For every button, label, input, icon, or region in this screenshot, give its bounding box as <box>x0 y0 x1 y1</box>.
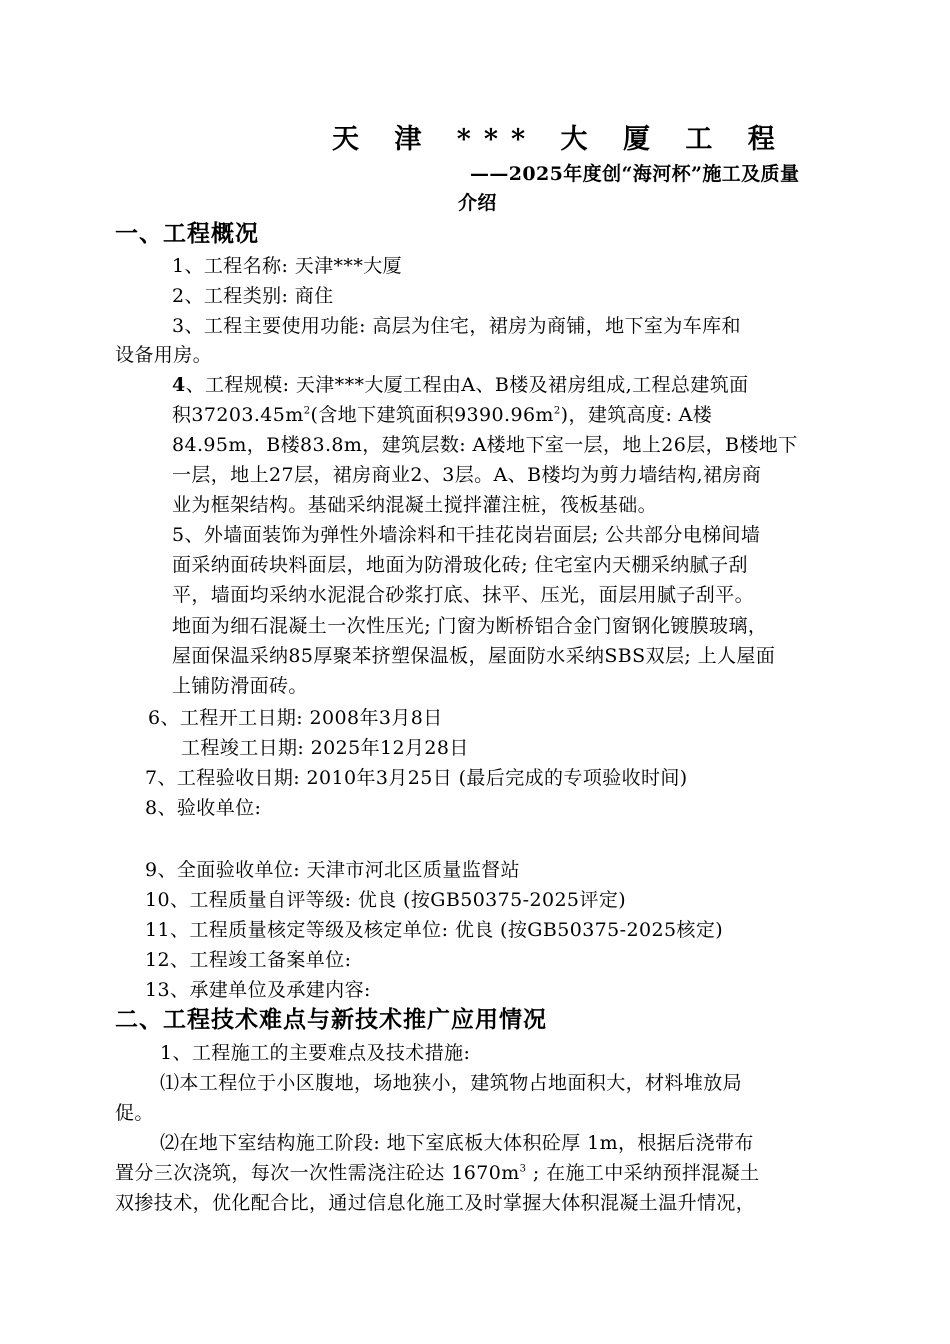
overview-item-11: 11、工程质量核定等级及核定单位: 优良 (按GB50375-2025核定) <box>145 919 724 941</box>
overview-item-5-line3: 平，墙面均采纳水泥混合砂浆打底、抹平、压光，面层用腻子刮平。 <box>172 584 755 606</box>
document-subtitle-cont: 介绍 <box>458 192 497 214</box>
area-total: 积37203.45m <box>172 404 304 426</box>
overview-item-5-line2: 面采纳面砖块料面层，地面为防滑玻化砖; 住宅室内天棚采纳腻子刮 <box>172 554 748 576</box>
overview-item-4-line4: 一层，地上27层，裙房商业2、3层。A、B楼均为剪力墙结构,裙房商 <box>172 464 762 486</box>
overview-item-3: 3、工程主要使用功能: 高层为住宅，裙房为商铺，地下室为车库和 <box>172 315 741 337</box>
overview-item-2: 2、工程类别: 商住 <box>172 285 334 307</box>
tech-paragraph-2: ⑵在地下室结构施工阶段: 地下室底板大体积砼厚 1m，根据后浇带布 <box>160 1132 754 1154</box>
building-height-label: )，建筑高度: A楼 <box>560 404 713 426</box>
overview-item-5-line5: 屋面保温采纳85厚聚苯挤塑保温板，屋面防水采纳SBS双层; 上人屋面 <box>172 645 776 667</box>
overview-item-3-cont: 设备用房。 <box>115 344 213 366</box>
area-unit-sup: 2 <box>303 405 311 417</box>
overview-item-10: 10、工程质量自评等级: 优良 (按GB50375-2025评定) <box>145 889 627 911</box>
section-heading-overview: 一、工程概况 <box>115 220 259 247</box>
overview-item-4 <box>172 371 749 399</box>
concrete-volume: 置分三次浇筑，每次一次性需浇注砼达 1670m <box>115 1162 520 1184</box>
volume-unit-sup: 3 <box>519 1163 527 1175</box>
tech-paragraph-2-line3: 双掺技术，优化配合比，通过信息化施工及时掌握大体积混凝土温升情况， <box>115 1192 756 1214</box>
tech-paragraph-1: ⑴本工程位于小区腹地，场地狭小，建筑物占地面积大，材料堆放局 <box>160 1072 743 1094</box>
overview-item-6-start-date: 6、工程开工日期: 2008年3月8日 <box>148 707 443 729</box>
overview-item-5: 5、外墙面装饰为弹性外墙涂料和干挂花岗岩面层; 公共部分电梯间墙 <box>172 524 761 546</box>
concrete-method: ; 在施工中采纳预拌混凝土 <box>526 1162 760 1184</box>
overview-item-4-line3: 84.95m，B楼83.8m，建筑层数: A楼地下室一层，地上26层，B楼地下 <box>172 434 798 456</box>
document-title: 天 津 *** 大 厦 工 程 <box>332 124 788 155</box>
area-underground: (含地下建筑面积9390.96m <box>310 404 554 426</box>
tech-paragraph-2-line2 <box>115 1159 759 1187</box>
overview-item-13: 13、承建单位及承建内容: <box>145 979 371 1001</box>
overview-item-6-completion-date: 工程竣工日期: 2025年12月28日 <box>181 737 469 759</box>
section-heading-technology: 二、工程技术难点与新技术推广应用情况 <box>115 1006 547 1033</box>
tech-paragraph-1-cont: 促。 <box>115 1102 154 1124</box>
overview-item-12: 12、工程竣工备案单位: <box>145 949 352 971</box>
overview-item-7: 7、工程验收日期: 2010年3月25日 (最后完成的专项验收时间) <box>145 767 688 789</box>
tech-item-1: 1、工程施工的主要难点及技术措施: <box>160 1042 471 1064</box>
item-4-text: 、工程规模: 天津***大厦工程由A、B楼及裙房组成,工程总建筑面 <box>185 374 749 396</box>
overview-item-5-line6: 上铺防滑面砖。 <box>172 675 308 697</box>
overview-item-8: 8、验收单位: <box>145 797 262 819</box>
overview-item-9: 9、全面验收单位: 天津市河北区质量监督站 <box>145 859 520 881</box>
overview-item-1: 1、工程名称: 天津***大厦 <box>172 255 403 277</box>
overview-item-4-line5: 业为框架结构。基础采纳混凝土搅拌灌注桩，筏板基础。 <box>172 494 658 516</box>
item-4-number: 4 <box>172 374 186 396</box>
overview-item-4-line2 <box>172 401 712 429</box>
document-subtitle: ——2025年度创“海河杯”施工及质量 <box>470 163 800 185</box>
overview-item-5-line4: 地面为细石混凝土一次性压光; 门窗为断桥铝合金门窗钢化镀膜玻璃， <box>172 615 768 637</box>
area-unit-sup-2: 2 <box>553 405 561 417</box>
